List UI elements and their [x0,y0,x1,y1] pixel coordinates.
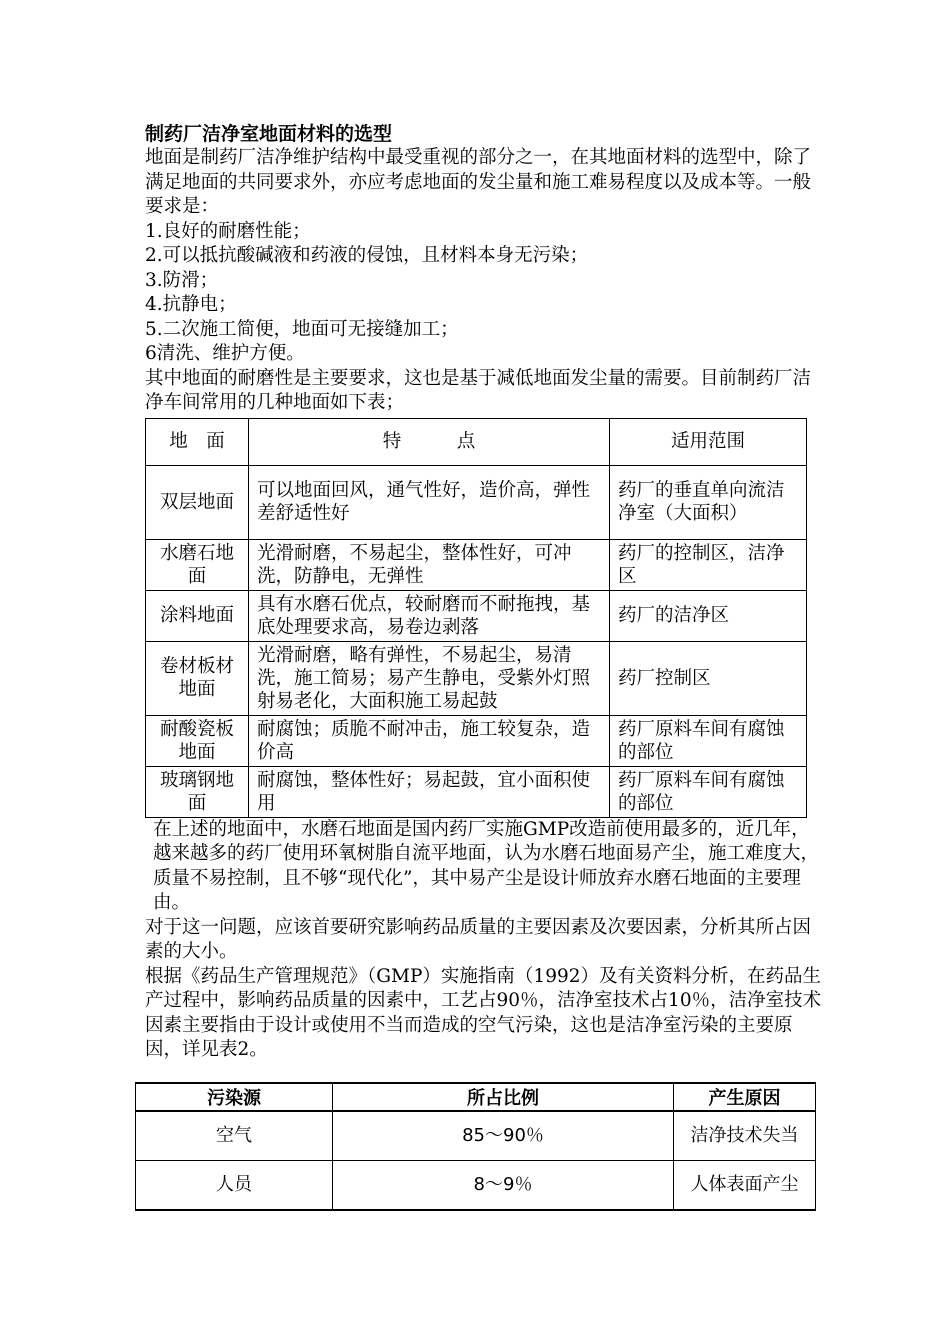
requirement-item: 3.防滑； [145,269,219,291]
pollution-cause: 人体表面产尘 [674,1161,816,1211]
floor-name: 双层地面 [146,465,249,539]
table-header-row [146,418,807,465]
floor-types-table [145,418,807,818]
floor-scope: 药厂原料车间有腐蚀的部位 [610,715,807,766]
table-header-row [136,1083,816,1111]
floor-scope: 药厂控制区 [610,641,807,715]
table-row [136,1111,816,1161]
table-row [136,1161,816,1211]
pollution-ratio: 85～90％ [333,1111,674,1161]
floor-features: 光滑耐磨，略有弹性，不易起尘，易清洗，施工简易；易产生静电，受紫外灯照射易老化，大面积施工易起鼓 [249,641,610,715]
table-row [146,715,807,766]
table-row [146,766,807,817]
header-source: 污染源 [136,1083,333,1111]
floor-scope: 药厂原料车间有腐蚀的部位 [610,766,807,817]
header-features: 特 点 [249,418,610,465]
floor-features: 光滑耐磨，不易起尘，整体性好，可冲洗，防静电，无弹性 [249,539,610,590]
header-cause: 产生原因 [674,1083,816,1111]
table-row [146,641,807,715]
floor-intro-paragraph: 其中地面的耐磨性是主要要求，这也是基于减低地面发尘量的需要。目前制药厂洁净车间常用的几种地面如下表； [145,367,812,413]
pollution-source-table [135,1082,816,1211]
header-ratio: 所占比例 [333,1083,674,1111]
pollution-source: 人员 [136,1161,333,1211]
document-body [145,122,825,1063]
requirement-item: 2.可以抵抗酸碱液和药液的侵蚀，且材料本身无污染； [145,245,589,266]
document-title: 制药厂洁净室地面材料的选型 [145,123,393,145]
gmp-paragraph: 根据《药品生产管理规范》（GMP）实施指南（1992）及有关资料分析，在药品生产过程中，影响药品质量的因素中，工艺占90％，洁净室技术占10％，洁净室技术因素主要指由于设计或使用不当而造成的空气污染，这也是洁净室污染的主要原因，详见表2。 [145,965,822,1060]
pollution-ratio: 8～9％ [333,1161,674,1211]
floor-features: 耐腐蚀，整体性好；易起鼓，宜小面积使用 [249,766,610,817]
floor-name: 耐酸瓷板地面 [146,715,249,766]
floor-name: 玻璃钢地面 [146,766,249,817]
header-scope: 适用范围 [610,418,807,465]
table-row [146,590,807,641]
intro-paragraph: 地面是制药厂洁净维护结构中最受重视的部分之一，在其地面材料的选型中，除了满足地面的共同要求外，亦应考虑地面的发尘量和施工难易程度以及成本等。一般要求是： [145,147,812,217]
floor-name: 卷材板材地面 [146,641,249,715]
table-row [146,539,807,590]
floor-name: 涂料地面 [146,590,249,641]
floor-features: 耐腐蚀；质脆不耐冲击，施工较复杂，造价高 [249,715,610,766]
pollution-source: 空气 [136,1111,333,1161]
floor-scope: 药厂的洁净区 [610,590,807,641]
requirement-item: 5.二次施工简便，地面可无接缝加工； [145,318,459,340]
factor-paragraph: 对于这一问题，应该首要研究影响药品质量的主要因素及次要因素，分析其所占因素的大小。 [145,916,812,962]
header-floor: 地 面 [146,418,249,465]
terrazzo-paragraph: 在上述的地面中，水磨石地面是国内药厂实施GMP改造前使用最多的，近几年，越来越多的药厂使用环氧树脂自流平地面，认为水磨石地面易产尘，施工难度大，质量不易控制，且不够“现代化”，其中易产尘是设计师放弃水磨石地面的主要理由。 [153,818,820,913]
floor-features: 具有水磨石优点，较耐磨而不耐拖拽，基底处理要求高，易卷边剥落 [249,590,610,641]
table-row [146,465,807,539]
requirement-item: 6清洗、维护方便。 [145,343,305,364]
floor-features: 可以地面回风，通气性好，造价高，弹性差舒适性好 [249,465,610,539]
requirement-item: 1.良好的耐磨性能； [145,220,311,242]
requirement-item: 4.抗静电； [145,294,237,315]
floor-name: 水磨石地面 [146,539,249,590]
floor-scope: 药厂的垂直单向流洁净室（大面积） [610,465,807,539]
floor-scope: 药厂的控制区，洁净区 [610,539,807,590]
pollution-cause: 洁净技术失当 [674,1111,816,1161]
